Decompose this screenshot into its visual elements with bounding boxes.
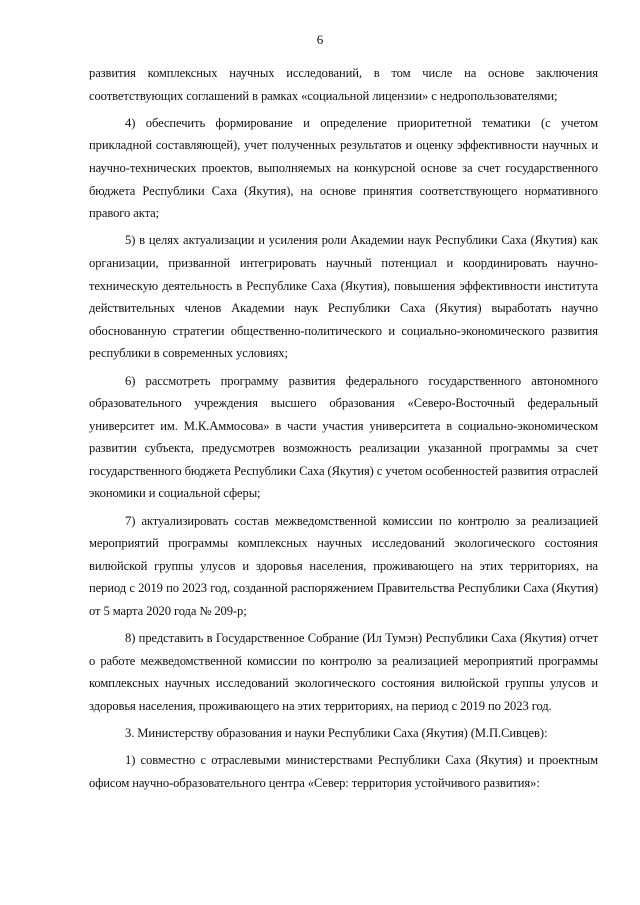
paragraph-item-6: 6) рассмотреть программу развития федерального государственного автономного образовательного учреждения высшего образования «Северо-Восточный федеральный университет им. М.К.Аммосова» в части участия университета в социально-экономическом развитии субъекта, предусмотрев возможность реализации указанной программы за счет государственного бюджета Республики Саха (Якутия) с учетом особенностей развития отраслей экономики и социальной сферы;	[89, 373, 598, 501]
paragraph-section-3: 3. Министерству образования и науки Республики Саха (Якутия) (М.П.Сивцев):	[125, 726, 548, 741]
paragraph-item-8: 8) представить в Государственное Собрание (Ил Тумэн) Республики Саха (Якутия) отчет о работе межведомственной комиссии по контролю за реализацией мероприятий программы комплексных научных исследований экологического состояния вилюйской группы улусов и здоровья населения, проживающего на этих территориях, на период с 2019 по 2023 год.	[89, 631, 598, 713]
paragraph-item-4: 4) обеспечить формирование и определение приоритетной тематики (с учетом прикладной составляющей), учет полученных результатов и оценку эффективности научных и научно-технических проектов, выполняемых на конкурсной основе за счет государственного бюджета Республики Саха (Якутия), на основе принятия соответствующего нормативного правого акта;	[89, 115, 598, 221]
page-number: 6	[316, 32, 324, 47]
paragraph-item-5: 5) в целях актуализации и усиления роли Академии наук Республики Саха (Якутия) как организации, призванной интегрировать научный потенциал и координировать научно-техническую деятельность в Республике Саха (Якутия), повышения эффективности института действительных членов Академии наук Республики Саха (Якутия) выработать научно обоснованную стратегии общественно-политического и социально-экономического развития республики в современных условиях;	[89, 233, 598, 361]
paragraph-item-7: 7) актуализировать состав межведомственной комиссии по контролю за реализацией мероприятий программы комплексных научных исследований экологического состояния вилюйской группы улусов и здоровья населения, проживающего на этих территориях, на период с 2019 по 2023 год, созданной распоряжением Правительства Республики Саха (Якутия) от 5 марта 2020 года № 209-р;	[89, 513, 598, 619]
paragraph-section-3-item-1: 1) совместно с отраслевыми министерствами Республики Саха (Якутия) и проектным офисом научно-образовательного центра «Север: территория устойчивого развития»:	[89, 753, 598, 790]
document-body	[89, 62, 598, 799]
paragraph-continuation: развития комплексных научных исследований, в том числе на основе заключения соответствующих соглашений в рамках «социальной лицензии» с недропользователями;	[89, 66, 598, 103]
